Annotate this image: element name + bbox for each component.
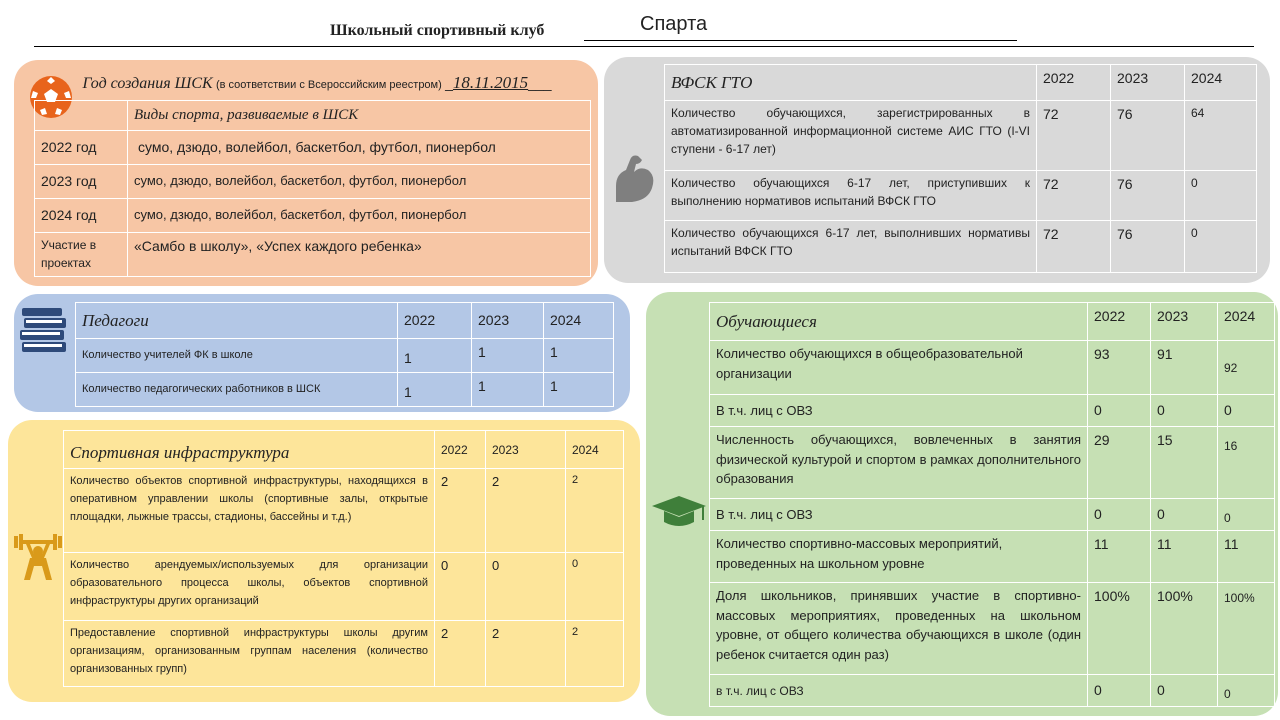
- value-2024: 2: [566, 469, 624, 553]
- table-row: [710, 499, 1275, 531]
- table-row: [76, 339, 614, 373]
- table-row: [64, 621, 624, 687]
- value-2024: 100%: [1218, 583, 1275, 675]
- founded-label: Год создания ШСК: [82, 74, 213, 92]
- infrastructure-title: Спортивная инфраструктура: [64, 431, 435, 469]
- header-divider: [34, 46, 1254, 47]
- year-2022: 2022: [1088, 303, 1151, 341]
- row-label: Количество объектов спортивной инфраструктуры, находящихся в оперативном управлении школы (спортивные залы, открытые площадки, лыжные трассы, стадионы, бассейны и т.д.): [64, 469, 435, 553]
- row-label: Количество обучающихся, зарегистрированных в автоматизированной информационной системе АИС ГТО (I-VI ступени - 6-17 лет): [665, 101, 1037, 171]
- value-2024: 1: [544, 339, 614, 373]
- teachers-title: Педагоги: [76, 303, 398, 339]
- year-2022: 2022: [398, 303, 472, 339]
- table-row: [35, 198, 591, 232]
- value-2022: 93: [1088, 341, 1151, 395]
- table-row: [710, 395, 1275, 427]
- table-row: [710, 583, 1275, 675]
- row-label: Количество обучающихся 6-17 лет, выполнивших нормативы испытаний ВФСК ГТО: [665, 221, 1037, 273]
- value-2024: 2: [566, 621, 624, 687]
- club-info-table: [34, 66, 591, 277]
- value-2024: 0: [1218, 395, 1275, 427]
- row-value: сумо, дзюдо, волейбол, баскетбол, футбол, пионербол: [128, 130, 591, 164]
- row-label: в т.ч. лиц с ОВЗ: [710, 675, 1088, 707]
- value-2022: 1: [398, 373, 472, 407]
- row-label: Количество обучающихся в общеобразовательной организации: [710, 341, 1088, 395]
- graduation-cap-icon: [650, 494, 708, 530]
- row-label: Количество арендуемых/используемых для организации образовательного процесса школы, объектов спортивной инфраструктуры других организаций: [64, 553, 435, 621]
- year-2024: 2024: [566, 431, 624, 469]
- row-label: Численность обучающихся, вовлеченных в занятия физической культурой и спортом в рамках дополнительного образования: [710, 427, 1088, 499]
- sports-header: Виды спорта, развиваемые в ШСК: [128, 100, 591, 130]
- value-2023: 100%: [1151, 583, 1218, 675]
- value-2022: 72: [1037, 221, 1111, 273]
- value-2024: 64: [1185, 101, 1257, 171]
- value-2022: 72: [1037, 101, 1111, 171]
- students-title: Обучающиеся: [710, 303, 1088, 341]
- value-2022: 0: [1088, 499, 1151, 531]
- year-2024: 2024: [1185, 65, 1257, 101]
- value-2024: 0: [1185, 171, 1257, 221]
- value-2023: 0: [1151, 499, 1218, 531]
- value-2023: 0: [1151, 395, 1218, 427]
- value-2023: 1: [472, 339, 544, 373]
- value-2023: 0: [486, 553, 566, 621]
- value-2022: 2: [435, 469, 486, 553]
- table-row: [35, 232, 591, 276]
- value-2024: 0: [1218, 675, 1275, 707]
- table-row: [665, 101, 1257, 171]
- founded-prefix: _: [445, 74, 453, 91]
- title-underline: [584, 40, 1017, 41]
- year-2024: 2024: [544, 303, 614, 339]
- value-2022: 29: [1088, 427, 1151, 499]
- table-row: [710, 531, 1275, 583]
- row-label: Доля школьников, принявших участие в спортивно-массовых мероприятиях, проведенных на школьном уровне, от общего количества обучающихся в школе (один ребенок считается один раз): [710, 583, 1088, 675]
- value-2022: 72: [1037, 171, 1111, 221]
- row-value: «Самбо в школу», «Успех каждого ребенка»: [128, 232, 591, 276]
- value-2023: 2: [486, 469, 566, 553]
- year-2023: 2023: [472, 303, 544, 339]
- row-label: 2022 год: [35, 130, 128, 164]
- gto-table: [664, 64, 1257, 273]
- year-2022: 2022: [1037, 65, 1111, 101]
- sports-header-blank: [35, 100, 128, 130]
- table-row: [710, 427, 1275, 499]
- table-row: [64, 553, 624, 621]
- students-table: [709, 302, 1275, 707]
- row-label: 2024 год: [35, 198, 128, 232]
- value-2022: 0: [1088, 675, 1151, 707]
- table-row: [665, 171, 1257, 221]
- table-row: [76, 373, 614, 407]
- year-2023: 2023: [1151, 303, 1218, 341]
- row-label: 2023 год: [35, 164, 128, 198]
- infrastructure-table: [63, 430, 624, 687]
- value-2023: 76: [1111, 171, 1185, 221]
- value-2022: 11: [1088, 531, 1151, 583]
- row-label: Количество спортивно-массовых мероприятий, проведенных на школьном уровне: [710, 531, 1088, 583]
- value-2024: 1: [544, 373, 614, 407]
- value-2024: 11: [1218, 531, 1275, 583]
- value-2024: 0: [1218, 499, 1275, 531]
- row-label: Количество обучающихся 6-17 лет, приступивших к выполнению нормативов испытаний ВФСК ГТО: [665, 171, 1037, 221]
- value-2023: 76: [1111, 221, 1185, 273]
- value-2023: 76: [1111, 101, 1185, 171]
- table-row: [665, 221, 1257, 273]
- year-2023: 2023: [1111, 65, 1185, 101]
- table-row: [710, 675, 1275, 707]
- value-2022: 2: [435, 621, 486, 687]
- row-label: Количество учителей ФК в школе: [76, 339, 398, 373]
- value-2022: 0: [1088, 395, 1151, 427]
- value-2024: 16: [1218, 427, 1275, 499]
- weightlifter-icon: [12, 530, 64, 582]
- value-2023: 91: [1151, 341, 1218, 395]
- row-value: сумо, дзюдо, волейбол, баскетбол, футбол, пионербол: [128, 198, 591, 232]
- value-2022: 0: [435, 553, 486, 621]
- value-2023: 0: [1151, 675, 1218, 707]
- value-2024: 0: [1185, 221, 1257, 273]
- table-row: [64, 469, 624, 553]
- year-2022: 2022: [435, 431, 486, 469]
- year-2023: 2023: [486, 431, 566, 469]
- row-label: Участие в проектах: [35, 232, 128, 276]
- value-2022: 1: [398, 339, 472, 373]
- row-label: Предоставление спортивной инфраструктуры школы другим организациям, организованным группам населения (количество организованных групп): [64, 621, 435, 687]
- value-2023: 15: [1151, 427, 1218, 499]
- page-title: Школьный спортивный клуб: [330, 22, 545, 39]
- flexed-arm-icon: [610, 152, 658, 204]
- row-value: сумо, дзюдо, волейбол, баскетбол, футбол, пионербол: [128, 164, 591, 198]
- row-label: В т.ч. лиц с ОВЗ: [710, 395, 1088, 427]
- value-2022: 100%: [1088, 583, 1151, 675]
- value-2023: 1: [472, 373, 544, 407]
- founded-suffix: ___: [528, 74, 552, 91]
- row-label: Количество педагогических работников в ШСК: [76, 373, 398, 407]
- founded-date: 18.11.2015: [452, 72, 529, 92]
- value-2024: 0: [566, 553, 624, 621]
- year-2024: 2024: [1218, 303, 1275, 341]
- value-2023: 11: [1151, 531, 1218, 583]
- table-row: [710, 341, 1275, 395]
- books-icon: [18, 306, 70, 356]
- table-row: [35, 130, 591, 164]
- club-name: Спарта: [640, 13, 708, 35]
- teachers-table: [75, 302, 614, 407]
- founded-note: (в соответствии с Всероссийским реестром): [215, 78, 442, 91]
- value-2023: 2: [486, 621, 566, 687]
- row-label: В т.ч. лиц с ОВЗ: [710, 499, 1088, 531]
- value-2024: 92: [1218, 341, 1275, 395]
- gto-title: ВФСК ГТО: [665, 65, 1037, 101]
- table-row: [35, 164, 591, 198]
- founded-row: [35, 66, 591, 100]
